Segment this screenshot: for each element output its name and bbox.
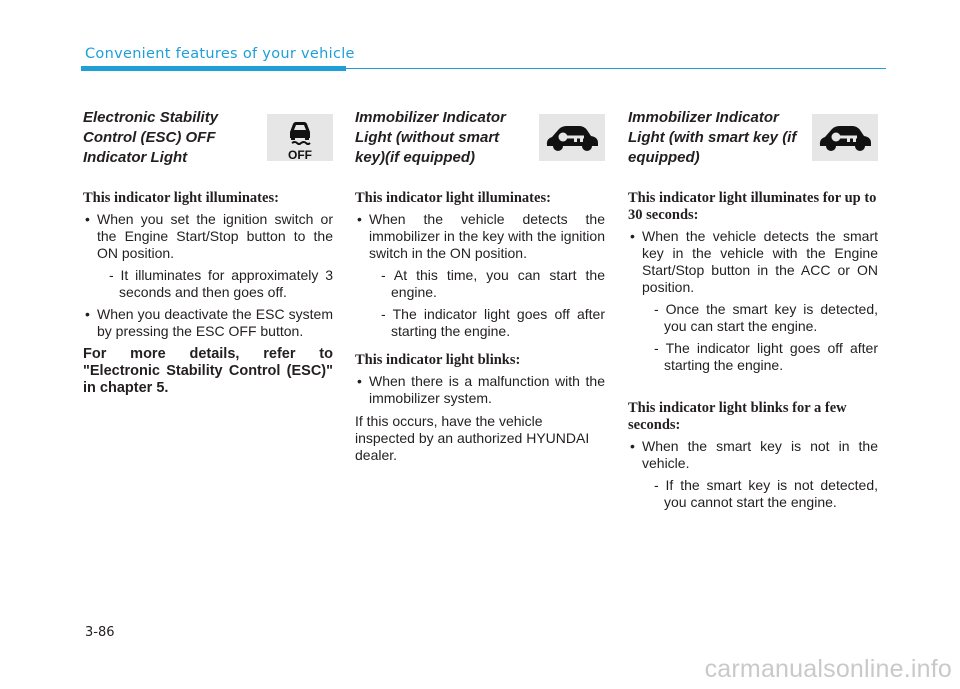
list-item: - Once the smart key is detected, you can start the engine. <box>654 301 878 334</box>
list-item: • When you deactivate the ESC system by pressing the ESC OFF button. <box>83 306 333 340</box>
list-item: • When the vehicle detects the immobilizer in the key with the ignition switch in the ON position. - At this time, you can start the engine. - The indicator light goes off after starting the engine. <box>355 211 605 340</box>
dealer-note: If this occurs, have the vehicle inspected by an authorized HYUNDAI dealer. <box>355 413 590 463</box>
svg-text:OFF: OFF <box>288 148 312 161</box>
car-key-icon <box>812 114 878 161</box>
list-item: - At this time, you can start the engine. <box>381 267 605 300</box>
list-item: • When there is a malfunction with the immobilizer system. <box>355 373 605 407</box>
reference-note: For more details, refer to "Electronic Stability Control (ESC)" in chapter 5. <box>83 346 333 396</box>
page-number: 3-86 <box>85 625 115 640</box>
section-title: Electronic Stability Control (ESC) OFF Indicator Light <box>83 109 219 166</box>
watermark: carmanualsonline.info <box>704 655 952 683</box>
list-item: - If the smart key is not detected, you cannot start the engine. <box>654 477 878 510</box>
immobilizer-with-smart-key-section <box>628 108 878 517</box>
list-item: • When you set the ignition switch or the Engine Start/Stop button to the ON position. - It illuminates for approximately 3 seconds and then goes off. <box>83 211 333 301</box>
subheading: This indicator light illuminates: <box>83 190 279 206</box>
section-header: Convenient features of your vehicle <box>85 46 355 62</box>
car-key-icon <box>539 114 605 161</box>
header-accent-bar <box>81 66 346 71</box>
subheading: This indicator light illuminates for up to 30 seconds: <box>628 190 877 223</box>
list-item: - It illuminates for approximately 3 seconds and then goes off. <box>109 267 333 300</box>
subheading: This indicator light blinks: <box>355 352 521 368</box>
subheading: This indicator light illuminates: <box>355 190 551 206</box>
list-item: • When the vehicle detects the smart key in the vehicle with the Engine Start/Stop button in the ACC or ON position. - Once the smart key is detected, you can start the engine. - The indicator light goes off after starting the engine. <box>628 228 878 374</box>
esc-off-icon <box>267 114 333 161</box>
list-item: • When the smart key is not in the vehicle. - If the smart key is not detected, you cannot start the engine. <box>628 438 878 511</box>
list-item: - The indicator light goes off after starting the engine. <box>381 306 605 339</box>
esc-off-section <box>83 108 333 403</box>
subheading: This indicator light blinks for a few seconds: <box>628 400 847 433</box>
immobilizer-without-smart-key-section <box>355 108 605 468</box>
section-title: Immobilizer Indicator Light (without smart key)(if equipped) <box>355 109 506 166</box>
section-title: Immobilizer Indicator Light (with smart key (if equipped) <box>628 109 797 166</box>
header-rule <box>346 68 886 69</box>
list-item: - The indicator light goes off after starting the engine. <box>654 340 878 373</box>
